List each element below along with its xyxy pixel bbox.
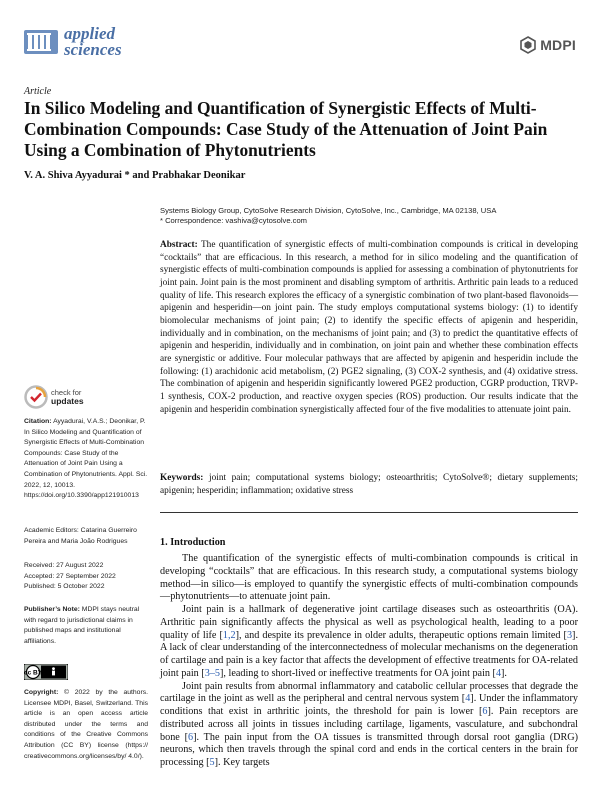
journal-name (64, 26, 122, 58)
paragraph-text: ]. A lack of clear understanding of the interconnectedness of molecular mechanisms on the degeneration of cartilage and pain is a key factor that affects the development of effective treatments for OA-related joint pain [ (160, 629, 578, 679)
section-divider (160, 512, 578, 513)
citation-link[interactable]: 1,2 (222, 629, 236, 641)
citation-link[interactable]: 4 (465, 693, 471, 705)
citation-link[interactable]: 4 (495, 667, 502, 679)
dates-block (24, 561, 148, 593)
publisher-logo[interactable] (519, 36, 576, 54)
check-updates-text (51, 389, 84, 406)
keywords (160, 472, 578, 497)
accepted-date: Accepted: 27 September 2022 (24, 572, 116, 580)
paragraph-text: ]. (501, 667, 507, 679)
paragraph-text: ], and despite its prevalence in older adults, therapeutic options remain limited [ (235, 629, 567, 641)
check-updates-line2: updates (51, 396, 84, 406)
page-header (24, 22, 576, 72)
publisher-name: MDPI (540, 37, 576, 53)
citation-label: Citation: (24, 418, 52, 425)
cc-license-text: cc BY (24, 669, 43, 677)
article-type: Article (24, 86, 52, 97)
article-title: In Silico Modeling and Quantification of Synergistic Effects of Multi-Combination Compounds: Case Study of the Attenuation of Joint Pain Using a Combination of Phytonutrients (24, 98, 548, 160)
check-updates-icon (24, 385, 48, 409)
paragraph-text: ], leading to short-lived or ineffective treatments for OA joint pain [ (220, 667, 496, 679)
paragraph-text: ]. Pain receptors are distributed across all joints in tissues including cartilage, ligaments, vasculature, and subchondral bone [ (160, 706, 578, 743)
check-for-updates-badge[interactable] (24, 383, 104, 411)
paragraph-text: Joint pain results from abnormal inflammatory and catabolic cellular processes that degrade the cartilage in the joint as well as the peripheral and central nervous system [ (160, 680, 578, 705)
citation-link[interactable]: 3 (566, 629, 573, 641)
copyright-label: Copyright: (24, 689, 59, 696)
copyright-text: © 2022 by the authors. Licensee MDPI, Basel, Switzerland. This article is an open access article distributed under the terms and conditions of the Creative Commons Attribution (CC BY) license (https:// creativecommons.org/licenses/by/ 4.0/). (24, 689, 148, 760)
paragraph-text: ]. Key targets (214, 757, 270, 768)
intro-paragraph-3 (160, 681, 578, 770)
publisher-note-label: Publisher’s Note: (24, 606, 80, 613)
keywords-label: Keywords: (160, 473, 204, 483)
journal-name-line2: sciences (64, 40, 122, 59)
abstract-label: Abstract: (160, 240, 198, 250)
abstract-text: The quantification of synergistic effects of multi-combination compounds is critical in developing “cocktails” that are efficacious. In this research, a method for in silico modeling and the quantification of synergistic effects of multi-combination compounds is applied for assessing a combination of phytonutrients for joint pain. Joint pain is the most prominent and disabling symptom of arthritis. Arthritic pain leads to a reduced quality of life. This research explores the efficacy of a synergistic combination of two plant-based flavonoids—apigenin and hesperidin—on joint pain. The study employs computational systems biology: (1) to identify biomolecular mechanisms of joint pain; (2) to identify the specific effects of apigenin and hesperidin, individually and in combination, on the mechanisms of joint pain; and (3) to predict the quantitative effects of apigenin and hesperidin, individually and in combination, on joint pain and whether these combination effects are synergistic or additive. Four molecular pathways that are affected by apigenin and hesperidin include the following: (1) arachidonic acid metabolism, (2) PGE2 signaling, (3) COX-2 synthesis, and (4) oxidative stress. The combination of apigenin and hesperidin significantly lowered PGE2 production, CGRP production, TRVP-1 synthesis, COX-2 production, and reactive oxygen species (ROS) production. Our results indicate that the apigenin and hesperidin combination synergistically affected four of the five modalities to attenuate joint pain. (160, 240, 578, 415)
citation-block (24, 417, 148, 502)
author-list: V. A. Shiva Ayyadurai * and Prabhakar Deonikar (24, 170, 246, 181)
citation-text: Ayyadurai, V.A.S.; Deonikar, P. In Silico Modeling and Quantification of Synergistic Effects of Multi-Combination Compounds: Case Study of the Attenuation of Joint Pain Using a Combination of Phytonutrients. Appl. Sci. 2022, 12, 10013. https://doi.org/10.3390/app121910013 (24, 418, 148, 500)
paragraph-text: ]. The pain input from the OA tissues is transmitted through dorsal root ganglia (DRG) neurons, which then travels through the spinal cord and ends in the cortical centers in the brain for processing [ (160, 731, 578, 768)
citation-link[interactable]: 3–5 (204, 667, 220, 679)
citation-link[interactable]: 5 (209, 757, 215, 768)
academic-editors-block (24, 526, 148, 547)
intro-paragraph-2 (160, 604, 578, 681)
section-heading-introduction: 1. Introduction (160, 537, 226, 548)
paragraph-text: Joint pain is a hallmark of degenerative joint cartilage diseases such as osteoarthritis (OA). Arthritic pain significantly affects the physical as well as psychological health, leading to a poor quality of life [ (160, 604, 578, 641)
editors-label: Academic Editors: (24, 527, 79, 534)
published-date: Published: 5 October 2022 (24, 583, 105, 591)
introduction-body (160, 553, 578, 770)
journal-name-line1: applied (64, 24, 115, 43)
mdpi-logo-icon (519, 36, 537, 54)
affiliation-text: Systems Biology Group, CytoSolve Research Division, CytoSolve, Inc., Cambridge, MA 02138, USA (160, 206, 497, 215)
paragraph-text: ]. Under the inflammatory conditions that exist in arthritic joints, the threshold for pain is lower [ (160, 693, 579, 717)
journal-logo[interactable] (24, 26, 122, 58)
journal-logo-icon (24, 28, 58, 56)
copyright-block (24, 688, 148, 762)
correspondence-text: * Correspondence: vashiva@cytosolve.com (160, 216, 307, 225)
abstract (160, 239, 578, 416)
publisher-note-block (24, 605, 148, 647)
citation-link[interactable]: 6 (482, 706, 488, 717)
publisher-note-text: MDPI stays neutral with regard to jurisdictional claims in published maps and institutional affiliations. (24, 606, 140, 645)
editors-text: Catarina Guerreiro Pereira and Maria João Rodrigues (24, 527, 137, 545)
citation-link[interactable]: 6 (188, 731, 194, 743)
affiliation-block (160, 206, 580, 226)
intro-paragraph-1: The quantification of the synergistic effects of multi-combination compounds is critical in developing “cocktails” that are efficacious. In this research study, a computational systems biology method—in silico—is employed to quantify the synergistic effects of multi-combination compounds—phytonutrients—to attenuate joint pain. (160, 553, 578, 603)
cc-by-license-icon[interactable] (24, 664, 68, 680)
received-date: Received: 27 August 2022 (24, 562, 104, 569)
keywords-text: joint pain; computational systems biology; osteoarthritis; CytoSolve®; dietary supplements; apigenin; hesperidin; inflammation; oxidative stress (160, 473, 578, 496)
check-updates-line1: check for (51, 387, 82, 397)
